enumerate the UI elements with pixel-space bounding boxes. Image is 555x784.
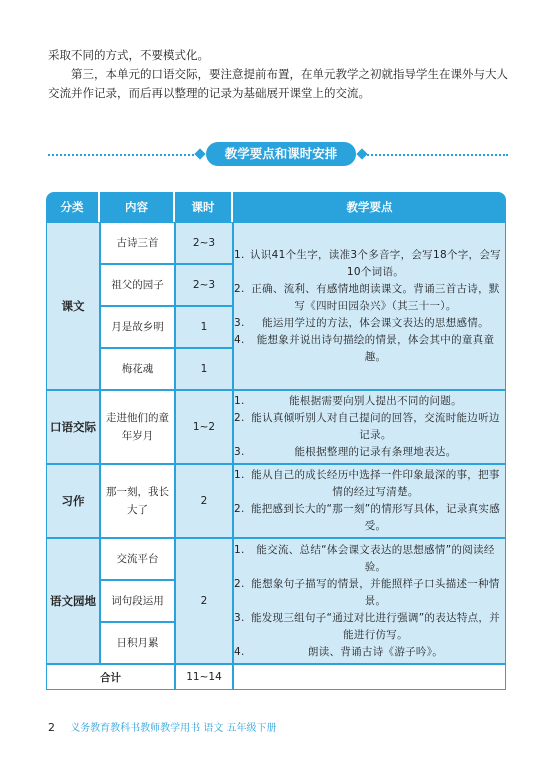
page-number: 2 (48, 721, 55, 734)
page-footer (48, 719, 277, 734)
total-empty-cell (233, 664, 506, 690)
total-row (46, 664, 506, 690)
list-item: 2. 能认真倾听别人对自己提问的回答，交流时能边听边记录。 (234, 412, 500, 441)
header-hours: 课时 (175, 192, 233, 222)
list-item: 3. 能根据整理的记录有条理地表达。 (234, 446, 457, 458)
list-item: 2. 能想象句子描写的情景，并能照样子口头描述一种情景。 (234, 577, 500, 607)
content-cell: 月是故乡明 (100, 306, 175, 348)
list-item: 2. 能把感到长大的“那一刻”的情形写具体，记录真实感受。 (234, 503, 501, 532)
hours-cell: 1~2 (175, 390, 233, 464)
list-item: 1. 能根据需要向别人提出不同的问题。 (234, 395, 462, 407)
list-item: 3. 能运用学过的方法，体会课文表达的思想感情。 (234, 316, 489, 329)
total-label: 合计 (46, 664, 175, 690)
content-cell: 那一刻，我长大了 (100, 464, 175, 538)
hours-cell: 1 (175, 306, 233, 348)
table-header-row (46, 192, 506, 222)
intro-text (48, 46, 508, 103)
points-cell (233, 538, 506, 664)
category-cell: 习作 (46, 464, 100, 538)
list-item: 1. 能从自己的成长经历中选择一件印象最深的事，把事情的经过写清楚。 (234, 469, 500, 498)
list-item: 1. 能交流、总结“体会课文表达的思想感情”的阅读经验。 (234, 543, 495, 573)
list-item: 1. 认识41个生字，读准3个多音字，会写18个字，会写10个词语。 (234, 248, 501, 278)
hours-cell: 2~3 (175, 222, 233, 264)
list-item: 2. 正确、流利、有感情地朗读课文。背诵三首古诗，默写《四时田园杂兴》（其三十一）。 (234, 282, 500, 312)
category-cell: 课文 (46, 222, 100, 390)
teaching-plan-table (46, 192, 506, 690)
intro-line-1: 采取不同的方式，不要模式化。 (48, 48, 209, 62)
content-cell: 梅花魂 (100, 348, 175, 390)
list-item: 4. 能想象并说出诗句描绘的情景，体会其中的童真童趣。 (234, 333, 495, 363)
hours-cell: 2~3 (175, 264, 233, 306)
content-cell: 祖父的园子 (100, 264, 175, 306)
section-title: 教学要点和课时安排 (206, 142, 356, 166)
header-category: 分类 (46, 192, 100, 222)
header-points: 教学要点 (233, 192, 506, 222)
points-cell (233, 464, 506, 538)
hours-cell: 1 (175, 348, 233, 390)
book-title: 义务教育教科书教师教学用书 语文 五年级下册 (70, 723, 277, 734)
hours-cell: 2 (175, 464, 233, 538)
table-row (46, 390, 506, 464)
intro-paragraph-2: 第三，本单元的口语交际，要注意提前布置，在单元教学之初就指导学生在课外与大人交流并作记录，而后再以整理的记录为基础展开课堂上的交流。 (48, 67, 508, 100)
category-cell: 语文园地 (46, 538, 100, 664)
hours-cell: 2 (175, 538, 233, 664)
table-row (46, 464, 506, 538)
list-item: 4. 朗读、背诵古诗《游子吟》。 (234, 645, 444, 658)
list-item: 3. 能发现三组句子“通过对比进行强调”的表达特点，并能进行仿写。 (234, 611, 501, 641)
points-cell (233, 390, 506, 464)
content-cell: 日积月累 (100, 622, 175, 664)
section-banner (48, 142, 508, 168)
header-content: 内容 (100, 192, 175, 222)
content-cell: 古诗三首 (100, 222, 175, 264)
dotted-divider-right (360, 154, 508, 156)
table-row (46, 538, 506, 580)
table-row (46, 222, 506, 264)
content-cell: 交流平台 (100, 538, 175, 580)
total-hours: 11~14 (175, 664, 233, 690)
category-cell: 口语交际 (46, 390, 100, 464)
content-cell: 词句段运用 (100, 580, 175, 622)
dotted-divider-left (48, 154, 198, 156)
points-cell (233, 222, 506, 390)
content-cell: 走进他们的童年岁月 (100, 390, 175, 464)
